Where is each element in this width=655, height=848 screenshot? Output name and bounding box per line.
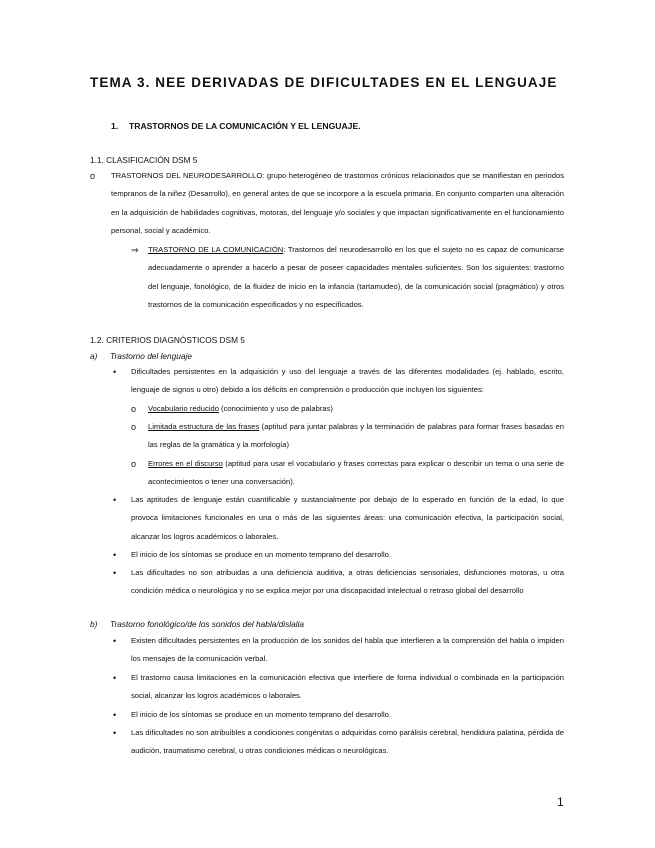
- list-marker: o: [131, 422, 137, 432]
- subsection-b-title: [90, 619, 304, 629]
- subsection-a-text: Trastorno del lenguaje: [110, 351, 192, 361]
- language-subcriterion-structure: [148, 418, 564, 455]
- language-criterion-3: El inicio de los síntomas se produce en un momento temprano del desarrollo.: [131, 550, 392, 559]
- subcriterion-label: Vocabulario reducido: [148, 404, 219, 413]
- phonological-criterion-1: Existen dificultades persistentes en la producción de los sonidos del habla que interfieren a la comprensión del habla o impiden los mensajes de la comunicación verbal.: [131, 636, 564, 664]
- section-1-2-title: 1.2. CRITERIOS DIAGNÓSTICOS DSM 5: [90, 335, 245, 345]
- neurodevelopment-label: TRASTORNOS DEL NEURODESARROLLO:: [111, 171, 265, 180]
- subsection-b-letter: b): [90, 619, 98, 629]
- communication-disorder-text: : Trastornos del neurodesarrollo en los que el sujeto no es capaz de comunicarse adecuadamente o aprender a hacerlo a pesar de poseer capacidades mentales suficientes. Son los siguientes: trastorno del lenguaje, fonológico, de la fluidez de inicio en la infancia (tartamudeo), de la comunicación social (pragmático) y otros trastornos de la comunicación especificados y no especificados.: [148, 245, 564, 310]
- subsection-b-text: Trastorno fonológico/de los sonidos del habla/dislalia: [110, 619, 305, 629]
- subcriterion-text: (conocimiento y uso de palabras): [218, 404, 333, 413]
- bullet-icon: •: [113, 367, 117, 377]
- language-criterion-2: Las aptitudes de lenguaje están cuantificable y sustancialmente por debajo de lo esperado en función de la edad, lo que provoca limitaciones funcionales en una o más de las siguientes áreas: una comunicación efectiva, la participación social, alcanzar los logros académicos o laborales.: [131, 495, 564, 541]
- page-number: 1: [557, 795, 564, 809]
- section-1-1-title: 1.1. CLASIFICACIÓN DSM 5: [90, 155, 198, 165]
- subcriterion-label: Errores en el discurso: [148, 459, 223, 468]
- language-criterion-4: Las dificultades no son atribuidas a una deficiencia auditiva, a otras deficiencias sensoriales, disfunciones motoras, u otra condición médica o neurológica y no se explica mejor por una discapacidad intelectual o retraso global del desarrollo: [131, 568, 564, 596]
- language-subcriterion-discourse: [148, 455, 564, 492]
- subcriterion-text: (aptitud para juntar palabras y la terminación de palabras para formar frases basadas en las reglas de la gramática y la morfología): [148, 422, 564, 450]
- communication-disorder-paragraph: [148, 241, 564, 315]
- subcriterion-text: (aptitud para usar el vocabulario y frases correctas para explicar o describir un tema o una serie de acontecimientos o tener una conversación).: [148, 459, 564, 487]
- communication-disorder-label: TRASTORNO DE LA COMUNICACIÓN: [148, 245, 284, 254]
- list-marker: o: [131, 404, 137, 414]
- neurodevelopment-text: grupo heterogéneo de trastornos crónicos relacionados que se manifiestan en periodos tempranos de la niñez (Desarrollo), en general antes de que se incorpore a la escuela primaria. En conjunto comparten una alteración en la adquisición de habilidades cognitivas, motoras, del lenguaje y/o sociales y que impactan significativamente en el funcionamiento personal, social y académico.: [111, 171, 564, 236]
- language-criterion-1: Dificultades persistentes en la adquisición y uso del lenguaje a través de las diferentes modalidades (ej. hablado, escrito, lenguaje de signos u otro) debido a los déficits en comprensión o producción que incluyen los siguientes:: [131, 367, 564, 395]
- bullet-icon: •: [113, 568, 117, 578]
- list-marker: o: [90, 171, 96, 181]
- bullet-icon: •: [113, 710, 117, 720]
- bullet-icon: •: [113, 550, 117, 560]
- language-subcriterion-vocabulary: [148, 400, 564, 418]
- list-marker: o: [131, 459, 137, 469]
- neurodevelopment-paragraph: [111, 167, 564, 241]
- subsection-a-letter: a): [90, 351, 98, 361]
- subsection-a-title: [90, 351, 192, 361]
- heading-1-number: 1.: [111, 121, 119, 131]
- bullet-icon: •: [113, 495, 117, 505]
- phonological-criterion-3: El inicio de los síntomas se produce en un momento temprano del desarrollo.: [131, 710, 392, 719]
- arrow-icon: ⇒: [131, 245, 139, 255]
- subcriterion-label: Limitada estructura de las frases: [148, 422, 260, 431]
- phonological-criterion-4: Las dificultades no son atribuibles a condiciones congénitas o adquiridas como parálisis cerebral, hendidura palatina, pérdida de audición, traumatismo cerebral, u otras condiciones médicas o neurológicas.: [131, 728, 564, 756]
- heading-1: [111, 121, 361, 131]
- bullet-icon: •: [113, 728, 117, 738]
- bullet-icon: •: [113, 673, 117, 683]
- bullet-icon: •: [113, 636, 117, 646]
- document-title: TEMA 3. NEE DERIVADAS DE DIFICULTADES EN EL LENGUAJE: [90, 75, 558, 90]
- heading-1-text: TRASTORNOS DE LA COMUNICACIÓN Y EL LENGUAJE.: [129, 121, 361, 131]
- phonological-criterion-2: El trastorno causa limitaciones en la comunicación efectiva que interfiere de forma individual o combinada en la participación social, alcanzar los logros académicos o laborales.: [131, 673, 564, 701]
